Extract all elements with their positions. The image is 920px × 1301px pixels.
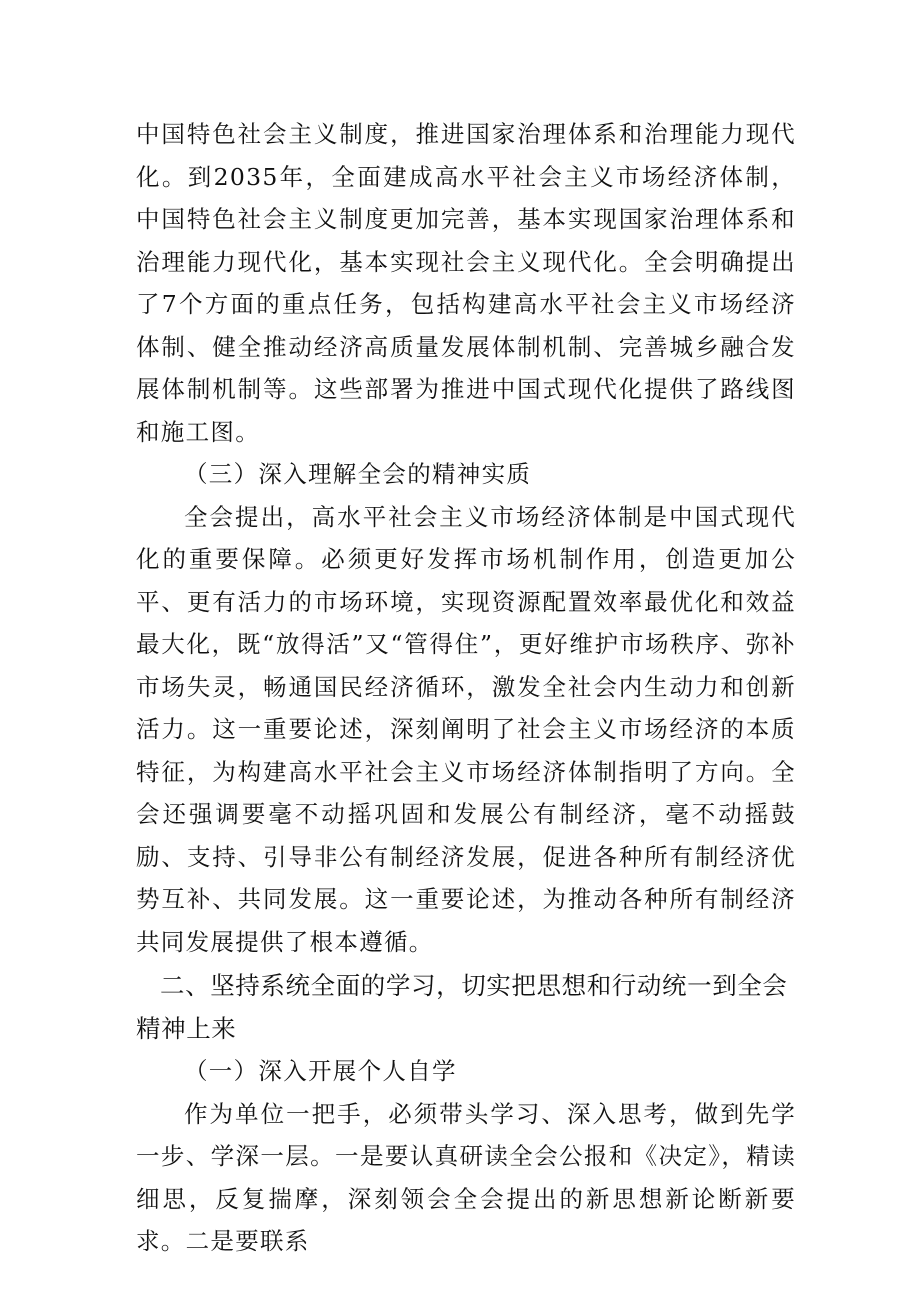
section-heading-two: 二、坚持系统全面的学习，切实把思想和行动统一到全会精神上来 <box>136 971 788 1043</box>
paragraph-continued: 中国特色社会主义制度，推进国家治理体系和治理能力现代化。到2035年，全面建成高水平社会主义市场经济体制，中国特色社会主义制度更加完善，基本实现国家治理体系和治理能力现代化，基本实现社会主义现代化。全会明确提出了7个方面的重点任务，包括构建高水平社会主义市场经济体制、健全推动经济高质量发展体制机制、完善城乡融合发展体制机制等。这些部署为推进中国式现代化提供了路线图和施工图。 <box>136 120 796 446</box>
paragraph-spirit: 全会提出，高水平社会主义市场经济体制是中国式现代化的重要保障。必须更好发挥市场机制作用，创造更加公平、更有活力的市场环境，实现资源配置效率最优化和效益最大化，既“放得活”又“管得住”，更好维护市场秩序、弥补市场失灵，畅通国民经济循环，激发全社会内生动力和创新活力。这一重要论述，深刻阐明了社会主义市场经济的本质特征，为构建高水平社会主义市场经济体制指明了方向。全会还强调要毫不动摇巩固和发展公有制经济，毫不动摇鼓励、支持、引导非公有制经济发展，促进各种所有制经济优势互补、共同发展。这一重要论述，为推动各种所有制经济共同发展提供了根本遵循。 <box>136 502 796 956</box>
subheading-one: （一）深入开展个人自学 <box>184 1057 457 1085</box>
document-body <box>136 113 796 1263</box>
subheading-three: （三）深入理解全会的精神实质 <box>184 460 532 488</box>
paragraph-self-study: 作为单位一把手，必须带头学习、深入思考，做到先学一步、学深一层。一是要认真研读全会公报和《决定》，精读细思，反复揣摩，深刻领会全会提出的新思想新论断新要求。二是要联系 <box>136 1099 796 1255</box>
